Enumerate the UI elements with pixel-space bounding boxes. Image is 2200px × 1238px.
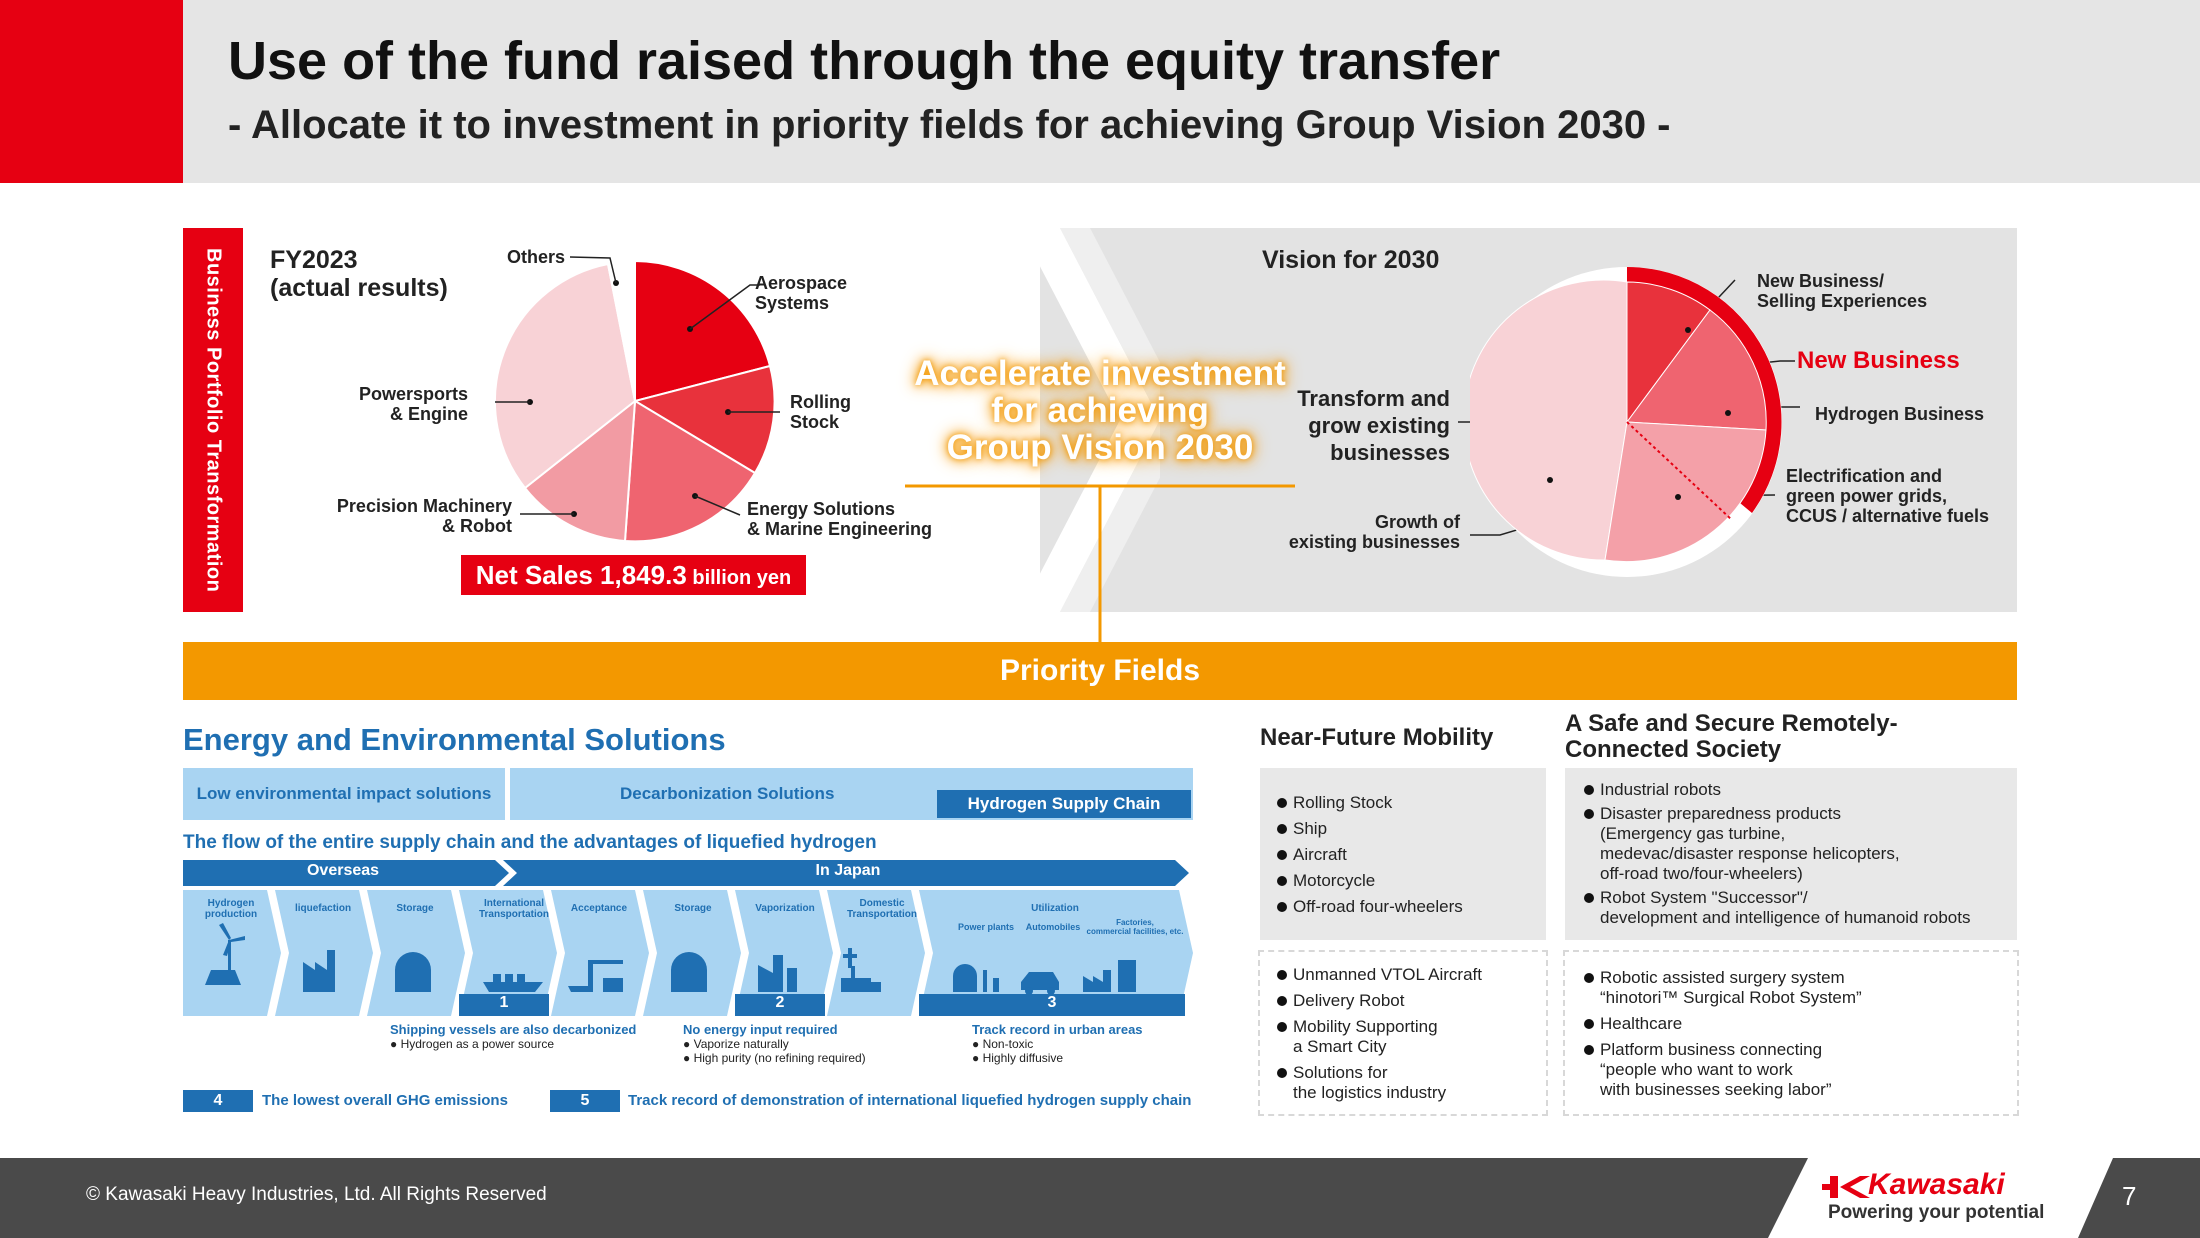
category-hydrogen-chain: Hydrogen Supply Chain (937, 790, 1191, 818)
list-item: Rolling Stock (1275, 793, 1463, 813)
step-utilization: Utilization (1031, 903, 1079, 914)
vision-label-hydrogen: Hydrogen Business (1815, 404, 1985, 424)
list-item: Aircraft (1275, 845, 1463, 865)
mobility-title: Near-Future Mobility (1260, 724, 1494, 751)
list-item: Off-road four-wheelers (1275, 897, 1463, 917)
supply-chain-flow-title: The flow of the entire supply chain and the advantages of liquefied hydrogen (183, 832, 877, 853)
transform-label: Transform and grow existing businesses (1297, 386, 1450, 465)
vision-label-new-business: New Business (1797, 347, 1960, 374)
page-subtitle: - Allocate it to investment in priority fields for achieving Group Vision 2030 - (228, 103, 1671, 147)
marker-2: 2 (775, 994, 785, 1011)
legend-4-text: The lowest overall GHG emissions (262, 1092, 508, 1109)
list-item: Robot System "Successor"/ development and intelligence of humanoid robots (1582, 888, 1970, 928)
page-number: 7 (2122, 1181, 2137, 1211)
brand-name: Kawasaki (1868, 1168, 2005, 1201)
step-domestic-transportation: Domestic Transportation (846, 898, 917, 920)
vision-label-electrification: Electrification and green power grids, CCUS / alternative fuels (1786, 466, 1990, 526)
step-vaporization: Vaporization (755, 903, 815, 914)
vision-label-growth-existing: Growth of existing businesses (1288, 512, 1460, 552)
mobility-list-current (1275, 793, 1463, 923)
net-sales-badge: Net Sales 1,849.3 billion yen (461, 555, 806, 595)
utilization-factories: Factories, commercial facilities, etc. (1086, 918, 1184, 936)
vision-label: Vision for 2030 (1262, 246, 1440, 274)
list-item: Mobility Supporting a Smart City (1275, 1017, 1482, 1057)
vision-slice-growth-existing (1470, 280, 1627, 560)
step-hydrogen-production: Hydrogen production (204, 898, 258, 920)
list-item: Solutions for the logistics industry (1275, 1063, 1482, 1103)
step-liquefaction: liquefaction (294, 903, 352, 914)
list-item: Ship (1275, 819, 1463, 839)
priority-fields-bar: Priority Fields (183, 642, 2017, 700)
category-decarbonization: Decarbonization Solutions (510, 768, 1193, 820)
step-acceptance: Acceptance (570, 903, 628, 914)
vision-slice-electrification (1605, 422, 1766, 562)
list-item: Delivery Robot (1275, 991, 1482, 1011)
vision-label-new-selling: New Business/ Selling Experiences (1757, 271, 1928, 311)
accelerate-connector (905, 480, 1295, 645)
society-list-future (1582, 968, 1862, 1106)
society-title: A Safe and Secure Remotely- Connected Society (1565, 710, 1898, 763)
society-list-current (1582, 780, 1970, 934)
region-overseas-label: Overseas (306, 862, 380, 879)
marker-5: 5 (550, 1090, 620, 1112)
side-label: Business Portfolio Transformation (202, 247, 225, 593)
list-item: Disaster preparedness products (Emergency gas turbine, medevac/disaster response helicopters, off-road two/four-wheelers) (1582, 804, 1970, 884)
mobility-list-future (1275, 965, 1482, 1109)
list-item: Unmanned VTOL Aircraft (1275, 965, 1482, 985)
marker-3: 3 (1047, 994, 1057, 1011)
step-storage: Storage (396, 903, 434, 914)
fy-label-rolling-stock: Rolling Stock (790, 392, 851, 432)
note-no-energy: No energy input required ● Vaporize naturally ● High purity (no refining required) (683, 1022, 866, 1065)
note-urban: Track record in urban areas ● Non-toxic ● Highly diffusive (972, 1022, 1143, 1065)
accelerate-message: Accelerate investment for achieving Group Vision 2030 (914, 354, 1286, 467)
marker-1: 1 (499, 994, 509, 1011)
marker-4: 4 (183, 1090, 253, 1112)
step-international-transportation: International Transportation (478, 898, 549, 920)
step-storage-japan: Storage (674, 903, 712, 914)
copyright-text: © Kawasaki Heavy Industries, Ltd. All Rights Reserved (86, 1184, 547, 1205)
energy-section-title: Energy and Environmental Solutions (183, 722, 726, 757)
fy2023-label: FY2023 (actual results) (270, 246, 448, 302)
utilization-power-plants: Power plants (957, 922, 1014, 932)
list-item: Motorcycle (1275, 871, 1463, 891)
page-title: Use of the fund raised through the equity transfer (228, 31, 1501, 91)
vision-2030-pie (1470, 265, 1800, 595)
region-japan-label: In Japan (815, 862, 881, 879)
list-item: Healthcare (1582, 1014, 1862, 1034)
list-item: Industrial robots (1582, 780, 1970, 800)
fy-label-aerospace: Aerospace Systems (755, 273, 848, 313)
note-shipping: Shipping vessels are also decarbonized ● Hydrogen as a power source (390, 1022, 637, 1051)
brand-tagline: Powering your potential (1828, 1202, 2045, 1223)
list-item: Robotic assisted surgery system “hinotori™ Surgical Robot System” (1582, 968, 1862, 1008)
fy-label-powersports: Powersports & Engine (358, 384, 468, 424)
fy-label-others: Others (507, 247, 566, 267)
utilization-automobiles: Automobiles (1025, 922, 1081, 932)
category-low-impact: Low environmental impact solutions (183, 768, 505, 820)
fy-label-energy-marine: Energy Solutions & Marine Engineering (747, 499, 933, 539)
fy-label-precision-machinery: Precision Machinery & Robot (336, 496, 512, 536)
list-item: Platform business connecting “people who want to work with businesses seeking labor” (1582, 1040, 1862, 1100)
legend-5-text: Track record of demonstration of international liquefied hydrogen supply chain (628, 1092, 1192, 1109)
